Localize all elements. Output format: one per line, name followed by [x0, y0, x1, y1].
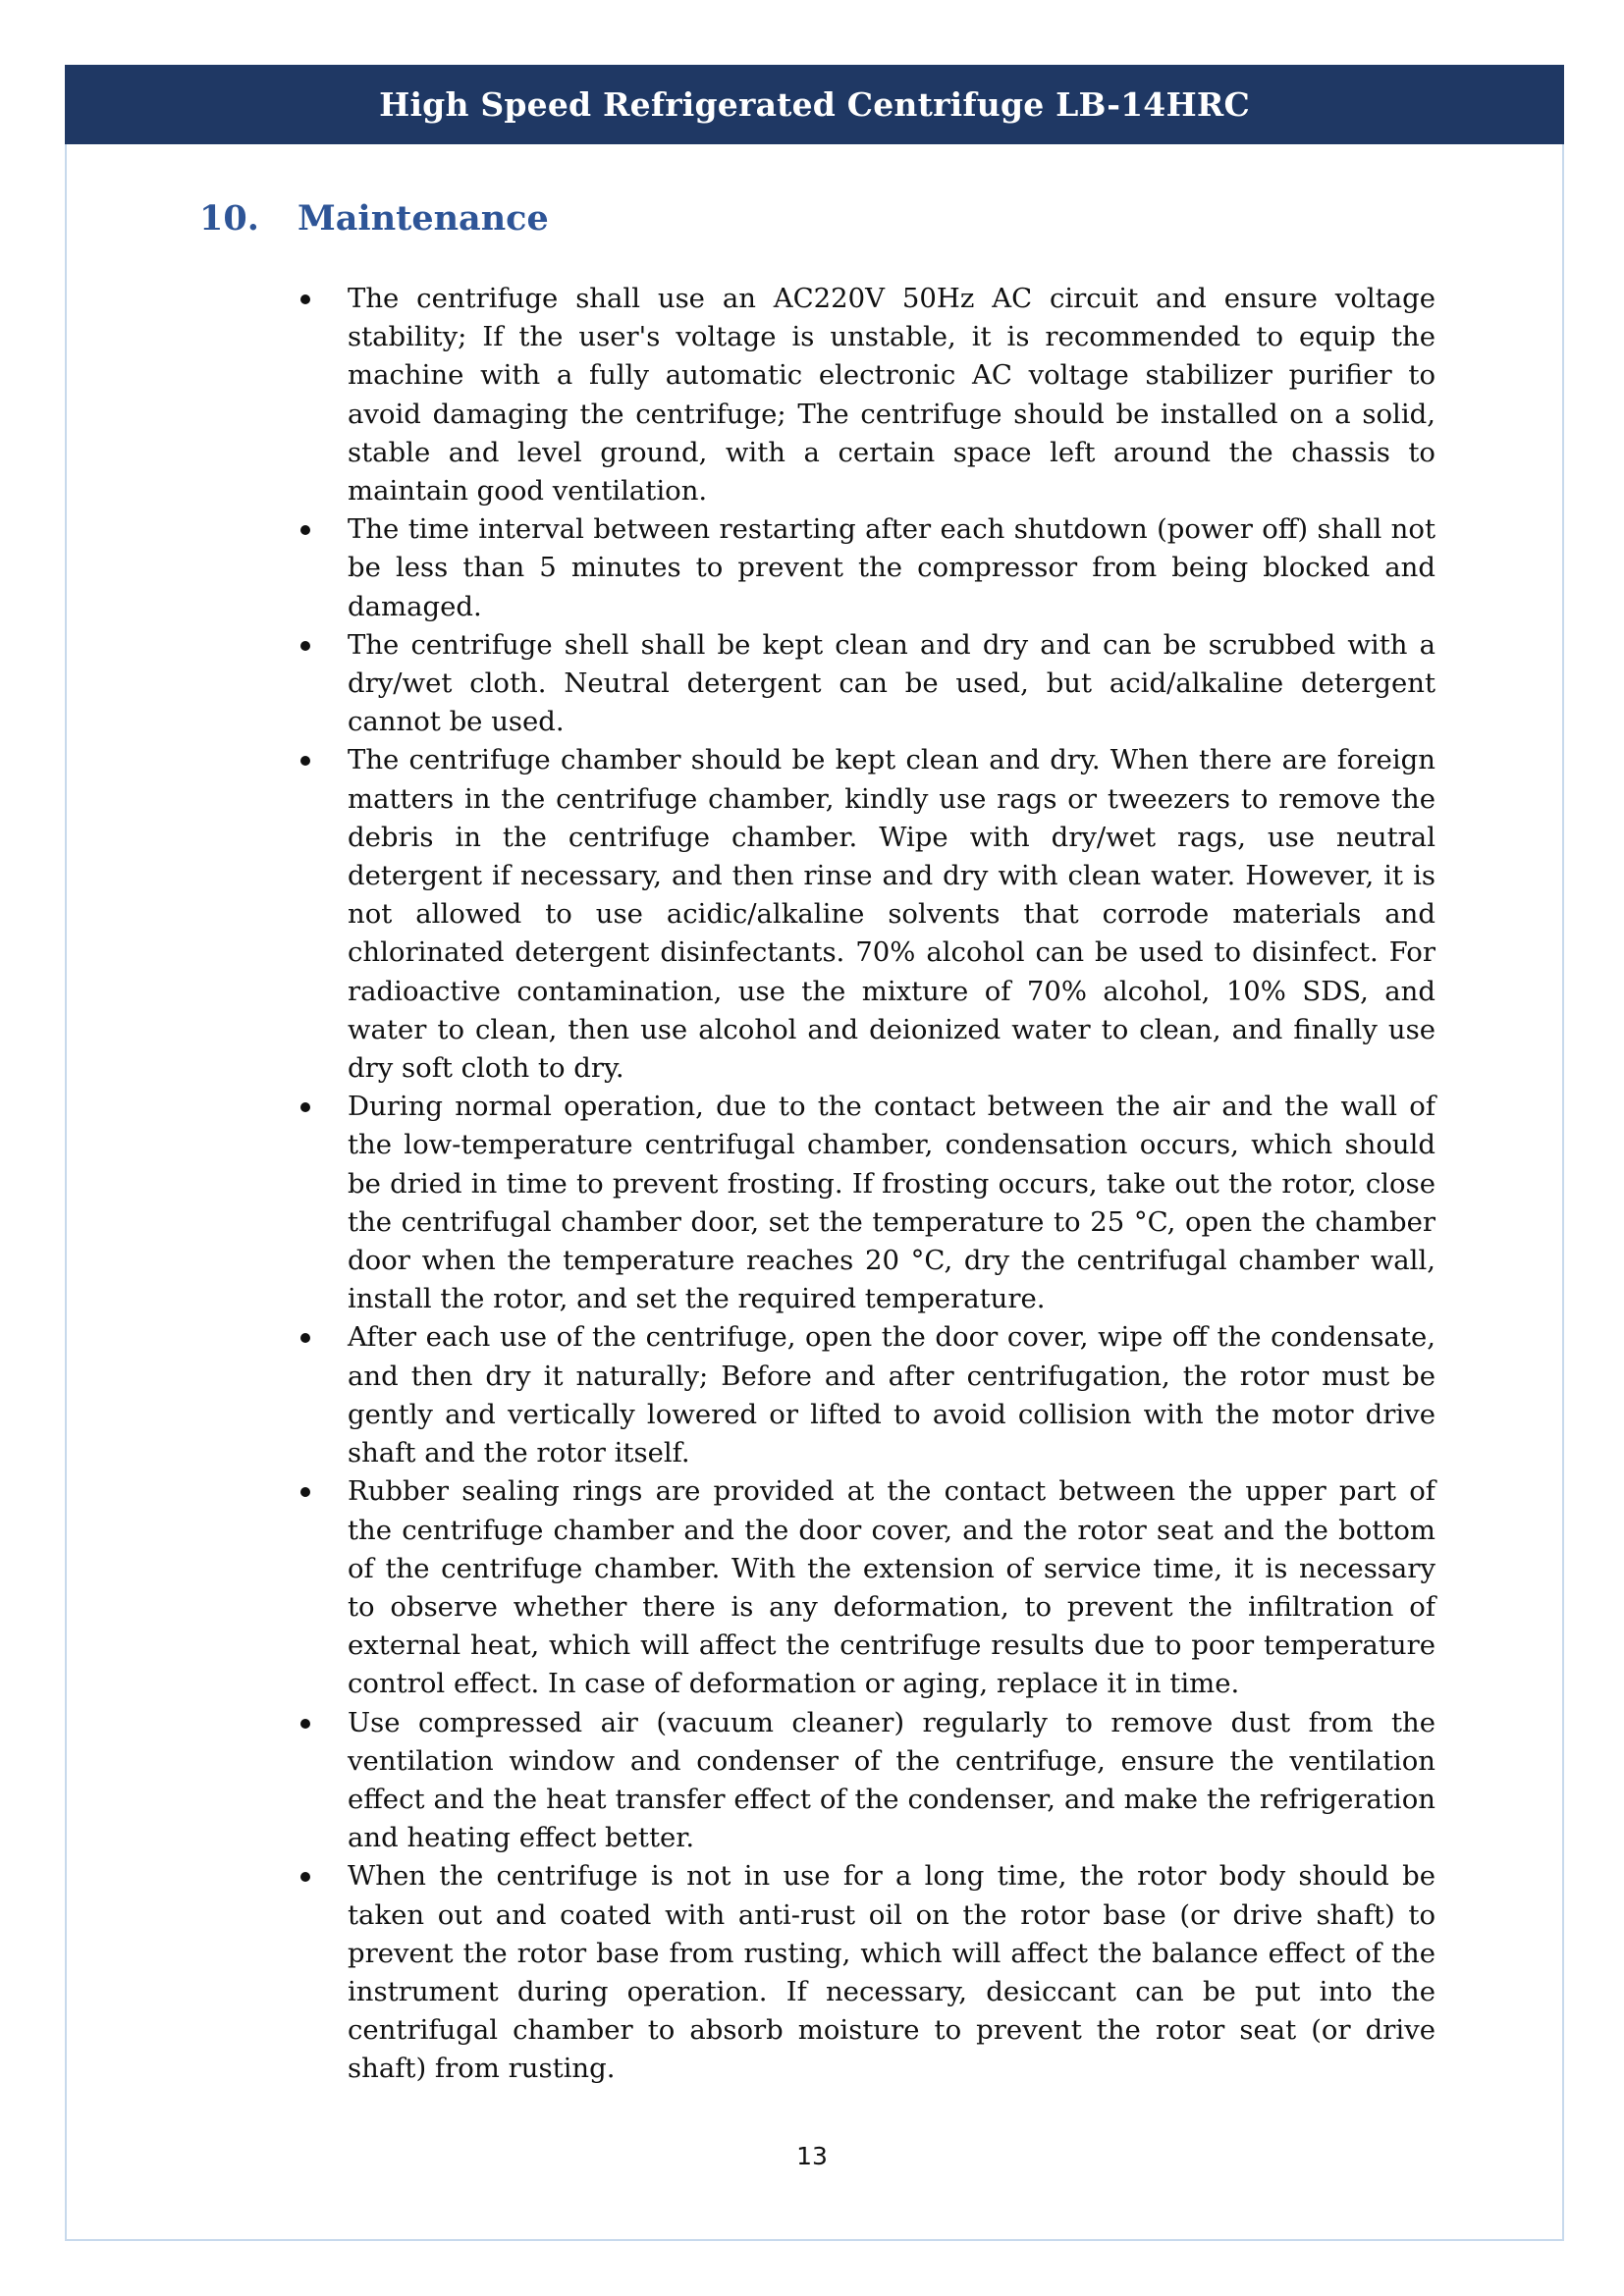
bullet-icon [300, 1719, 310, 1729]
bullet-icon [300, 756, 310, 766]
list-item [295, 1704, 1435, 1858]
list-item-text: When the centrifuge is not in use for a long time, the rotor body should be taken out and coated with anti-rust oil on the rotor base (or drive shaft) to prevent the rotor base from rusting, which will affect the balance effect of the instrument during operation. If necessary, desiccant can be put into the centrifugal chamber to absorb moisture to prevent the rotor seat (or drive shaft) from rusting. [348, 1860, 1435, 2085]
list-item [295, 1088, 1435, 1318]
section-heading [199, 198, 549, 239]
list-item [295, 1857, 1435, 2088]
bullet-icon [300, 641, 310, 651]
list-item-text: Rubber sealing rings are provided at the contact between the upper part of the centrifuge chamber and the door cover, and the rotor seat and the bottom of the centrifuge chamber. With the extension of service time, it is necessary to observe whether there is any deformation, to prevent the infiltration of external heat, which will affect the centrifuge results due to poor temperature control effect. In case of deformation or aging, replace it in time. [348, 1475, 1435, 1700]
maintenance-list [295, 280, 1435, 2089]
list-item [295, 1318, 1435, 1472]
list-item [295, 626, 1435, 742]
list-item-text: The centrifuge shell shall be kept clean and dry and can be scrubbed with a dry/wet cloth. Neutral detergent can be used, but acid/alkaline detergent cannot be used. [348, 628, 1435, 738]
bullet-icon [300, 525, 310, 535]
list-item-text: After each use of the centrifuge, open the door cover, wipe off the condensate, and then dry it naturally; Before and after centrifugation, the rotor must be gently and vertically lowered or lifted to avoid collision with the motor drive shaft and the rotor itself. [348, 1321, 1435, 1469]
bullet-icon [300, 1102, 310, 1112]
list-item-text: Use compressed air (vacuum cleaner) regularly to remove dust from the ventilation window and condenser of the centrifuge, ensure the ventilation effect and the heat transfer effect of the condenser, and make the refrigeration and heating effect better. [348, 1706, 1435, 1854]
list-item-text: The time interval between restarting after each shutdown (power off) shall not be less than 5 minutes to prevent the compressor from being blocked and damaged. [348, 513, 1435, 622]
bullet-icon [300, 1333, 310, 1343]
bullet-icon [300, 1487, 310, 1497]
page-number: 13 [796, 2142, 828, 2170]
list-item-text: During normal operation, due to the contact between the air and the wall of the low-temperature centrifugal chamber, condensation occurs, which should be dried in time to prevent frosting. If frosting occurs, take out the rotor, close the centrifugal chamber door, set the temperature to 25 °C, open the chamber door when the temperature reaches 20 °C, dry the centrifugal chamber wall, install the rotor, and set the required temperature. [348, 1091, 1435, 1315]
list-item [295, 1472, 1435, 1703]
list-item [295, 510, 1435, 626]
bullet-icon [300, 1872, 310, 1882]
list-item [295, 280, 1435, 510]
list-item [295, 741, 1435, 1088]
document-header [65, 65, 1564, 144]
bullet-icon [300, 294, 310, 304]
section-number: 10. [199, 198, 259, 239]
list-item-text: The centrifuge shall use an AC220V 50Hz AC circuit and ensure voltage stability; If the user's voltage is unstable, it is recommended to equip the machine with a fully automatic electronic AC voltage stabilizer purifier to avoid damaging the centrifuge; The centrifuge should be installed on a solid, stable and level ground, with a certain space left around the chassis to maintain good ventilation. [348, 283, 1435, 507]
document-title: High Speed Refrigerated Centrifuge LB-14HRC [379, 85, 1250, 124]
list-item-text: The centrifuge chamber should be kept clean and dry. When there are foreign matters in the centrifuge chamber, kindly use rags or tweezers to remove the debris in the centrifuge chamber. Wipe with dry/wet rags, use neutral detergent if necessary, and then rinse and dry with clean water. However, it is not allowed to use acidic/alkaline solvents that corrode materials and chlorinated detergent disinfectants. 70% alcohol can be used to disinfect. For radioactive contamination, use the mixture of 70% alcohol, 10% SDS, and water to clean, then use alcohol and deionized water to clean, and finally use dry soft cloth to dry. [348, 744, 1435, 1085]
section-title: Maintenance [298, 198, 549, 239]
